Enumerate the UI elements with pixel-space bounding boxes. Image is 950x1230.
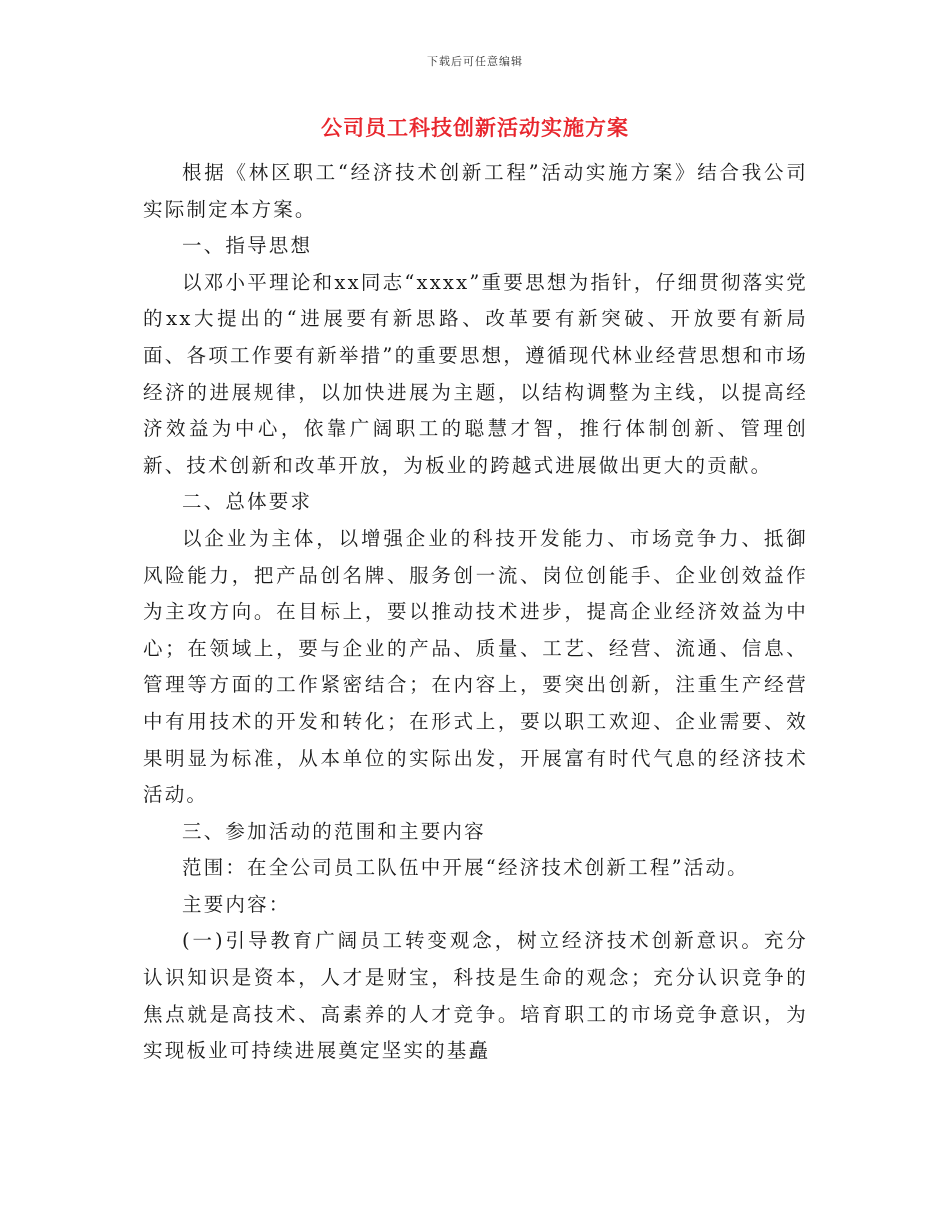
content-item-1-paragraph: (一)引导教育广阔员工转变观念，树立经济技术创新意识。充分认识知识是资本，人才是财宝，科技是生命的观念；充分认识竞争的焦点就是高技术、高素养的人才竞争。培育职工的市场竞争意识，为实现板业可持续进展奠定坚实的基矗 (143, 929, 809, 1063)
section-heading-general-requirements: 二、总体要求 (182, 490, 313, 514)
header-note: 下载后可任意编辑 (427, 55, 523, 68)
general-requirements-paragraph: 以企业为主体，以增强企业的科技开发能力、市场竞争力、抵御风险能力，把产品创名牌、服务创一流、岗位创能手、企业创效益作为主攻方向。在目标上，要以推动技术进步，提高企业经济效益为中心；在领域上，要与企业的产品、质量、工艺、经营、流通、信息、管理等方面的工作紧密结合；在内容上，要突出创新，注重生产经营中有用技术的开发和转化；在形式上，要以职工欢迎、企业需要、效果明显为标准，从本单位的实际出发，开展富有时代气息的经济技术活动。 (143, 526, 808, 807)
scope-paragraph: 范围：在全公司员工队伍中开展“经济技术创新工程”活动。 (182, 856, 749, 880)
document-title: 公司员工科技创新活动实施方案 (321, 115, 629, 140)
main-content-label: 主要内容： (182, 892, 291, 916)
section-heading-guiding-ideology: 一、指导思想 (182, 234, 313, 258)
guiding-ideology-paragraph: 以邓小平理论和xx同志“xxxx”重要思想为指针，仔细贯彻落实党的xx大提出的“进展要有新思路、改革要有新突破、开放要有新局面、各项工作要有新举措”的重要思想，遵循现代林业经营思想和市场经济的进展规律，以加快进展为主题，以结构调整为主线，以提高经济效益为中心，依靠广阔职工的聪慧才智，推行体制创新、管理创新、技术创新和改革开放，为板业的跨越式进展做出更大的贡献。 (143, 270, 808, 477)
section-heading-scope-and-content: 三、参加活动的范围和主要内容 (182, 819, 486, 843)
intro-paragraph: 根据《林区职工“经济技术创新工程”活动实施方案》结合我公司实际制定本方案。 (143, 161, 808, 221)
document-body (143, 155, 808, 1070)
